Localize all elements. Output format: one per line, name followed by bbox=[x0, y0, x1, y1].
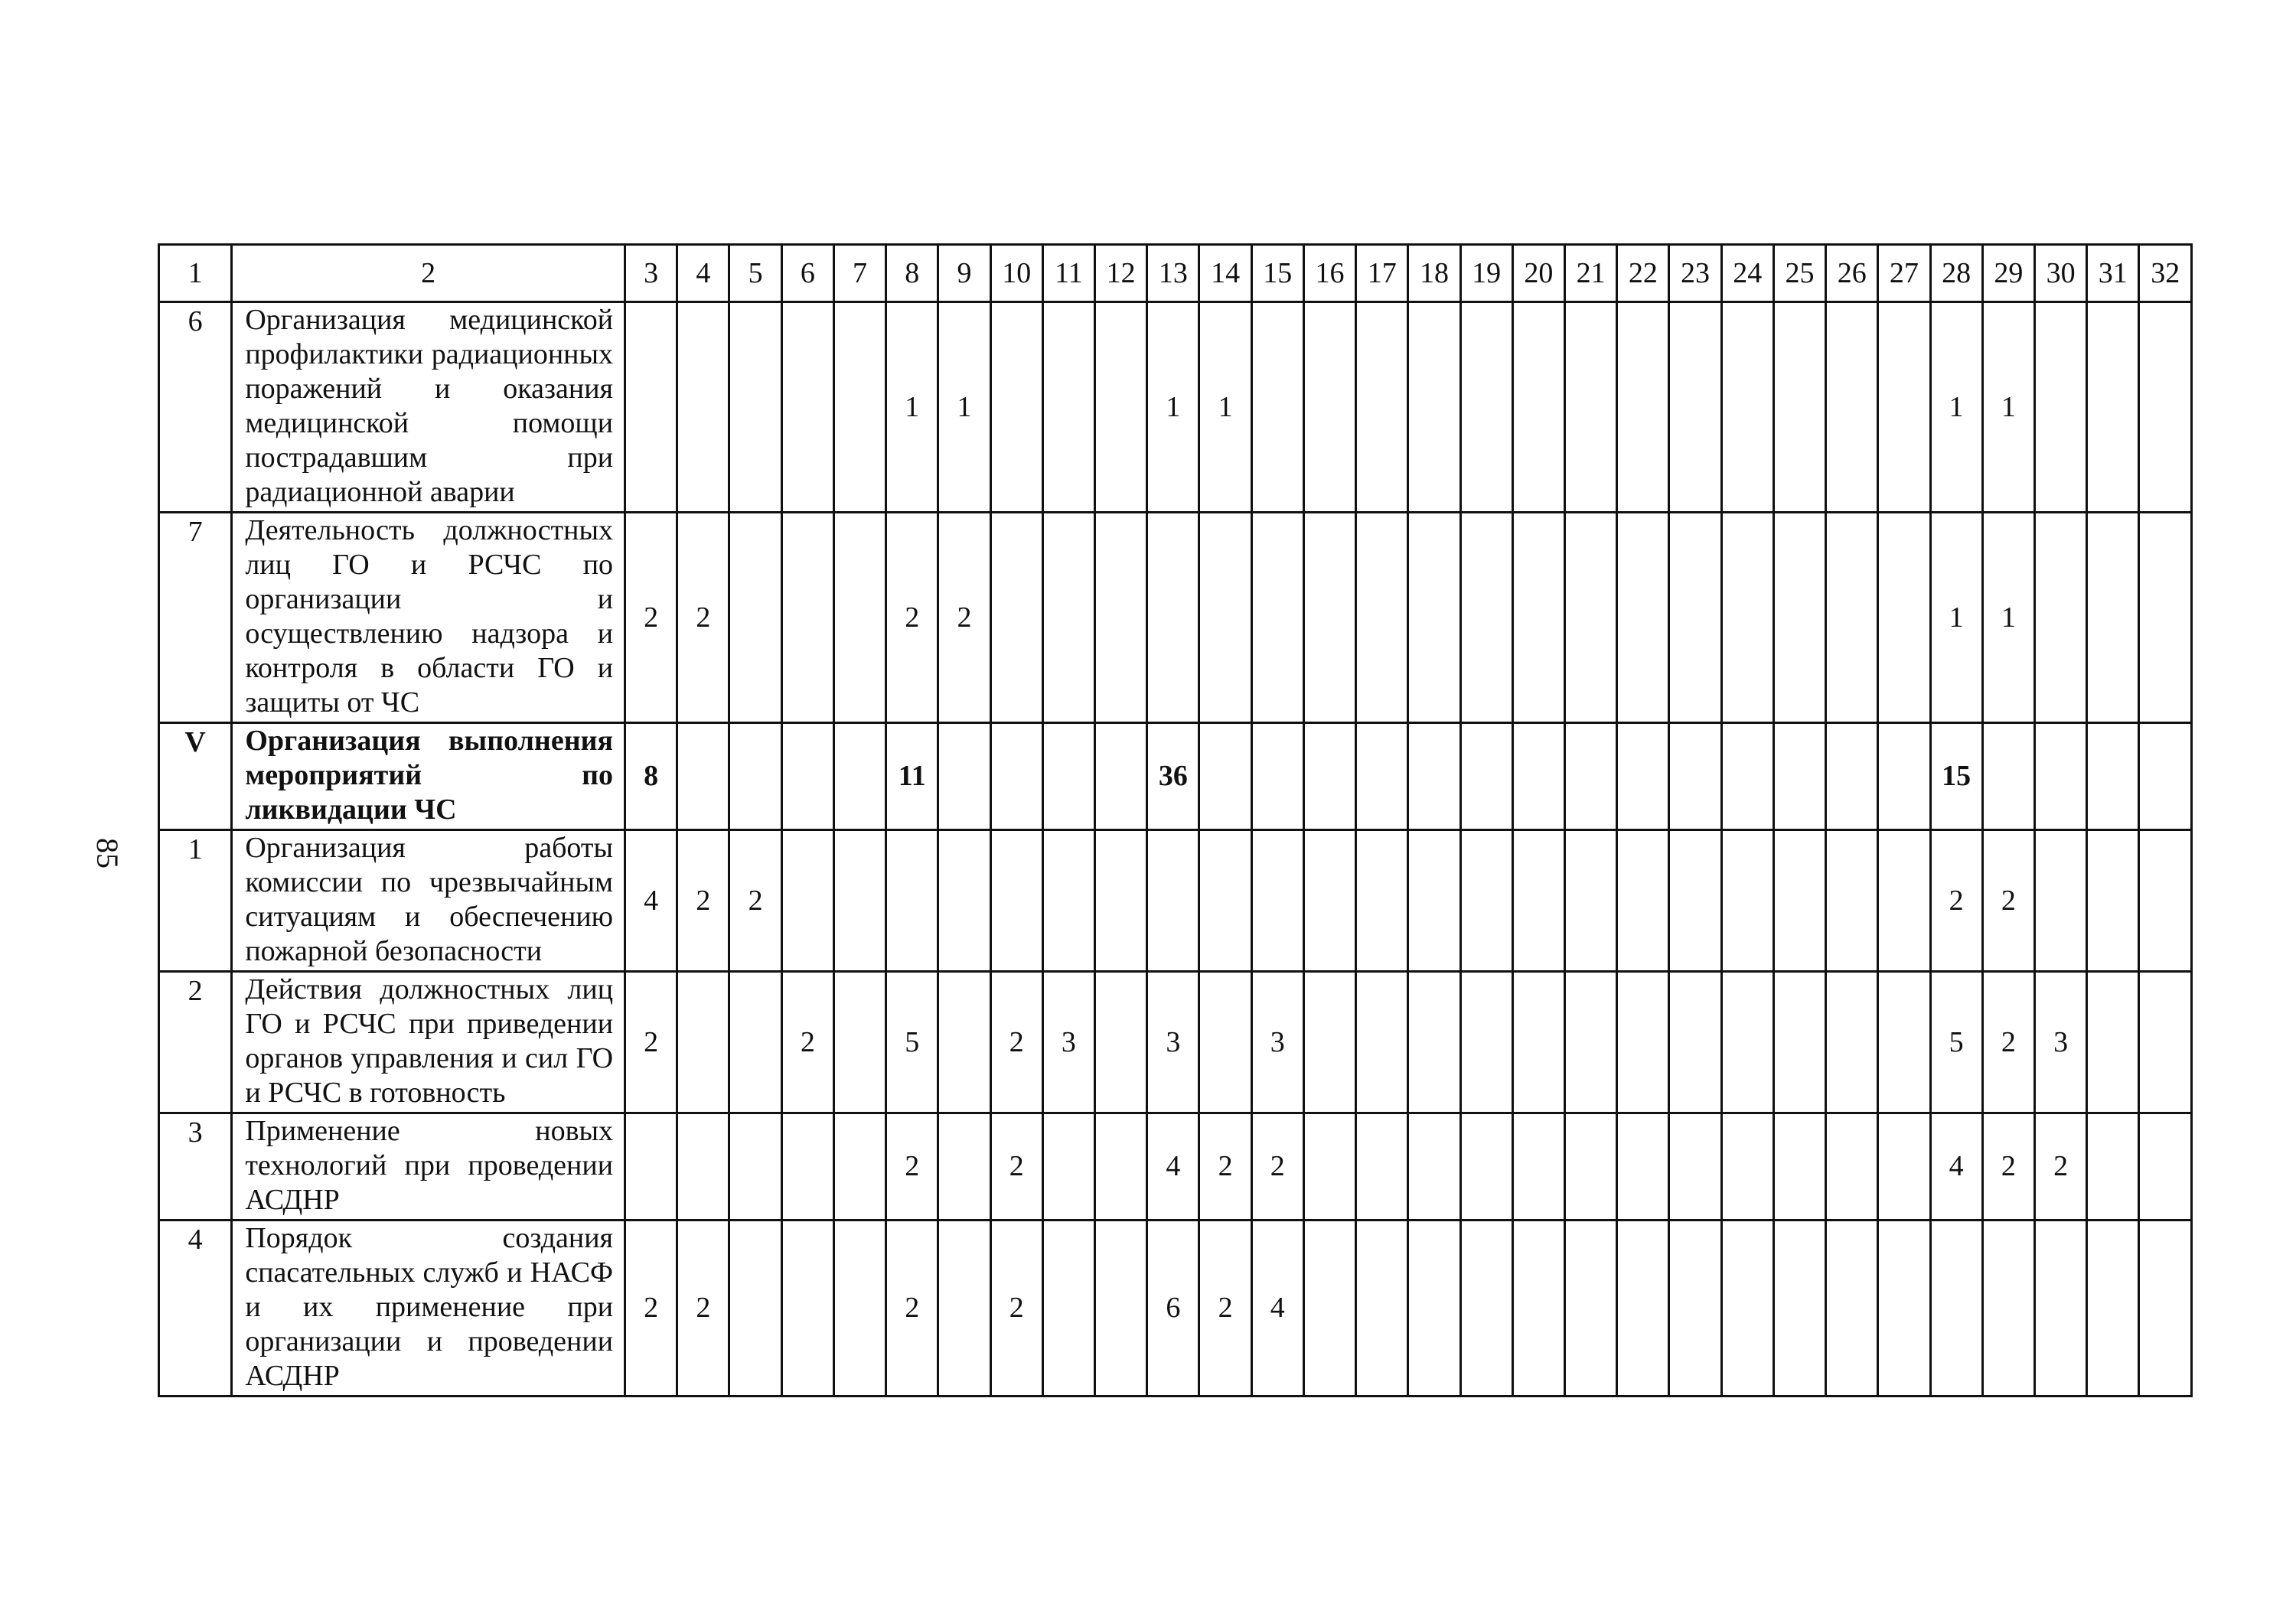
header-cell: 18 bbox=[1408, 245, 1460, 302]
header-cell: 15 bbox=[1251, 245, 1303, 302]
hours-cell bbox=[1512, 302, 1564, 513]
hours-cell: 5 bbox=[886, 972, 938, 1113]
hours-cell bbox=[1826, 830, 1878, 972]
hours-cell bbox=[2034, 830, 2086, 972]
hours-cell bbox=[833, 1113, 885, 1221]
header-cell: 19 bbox=[1460, 245, 1512, 302]
hours-cell bbox=[1721, 972, 1773, 1113]
hours-cell bbox=[1095, 830, 1147, 972]
hours-cell: 2 bbox=[990, 1113, 1042, 1221]
hours-cell: 2 bbox=[625, 513, 677, 723]
header-row bbox=[159, 245, 2192, 302]
hours-cell: 3 bbox=[1251, 972, 1303, 1113]
table-row bbox=[159, 302, 2192, 513]
hours-cell bbox=[833, 830, 885, 972]
hours-cell bbox=[1095, 723, 1147, 830]
hours-cell: 1 bbox=[1982, 513, 2034, 723]
hours-cell bbox=[1356, 1113, 1408, 1221]
hours-cell bbox=[1042, 723, 1094, 830]
hours-cell bbox=[1251, 513, 1303, 723]
hours-cell bbox=[1878, 1221, 1930, 1396]
hours-cell bbox=[625, 1113, 677, 1221]
hours-cell bbox=[1773, 1113, 1825, 1221]
hours-cell: 1 bbox=[938, 302, 990, 513]
hours-cell bbox=[1356, 723, 1408, 830]
header-cell: 7 bbox=[833, 245, 885, 302]
hours-cell bbox=[1982, 723, 2034, 830]
hours-cell bbox=[1356, 830, 1408, 972]
header-cell: 25 bbox=[1773, 245, 1825, 302]
hours-cell bbox=[1408, 830, 1460, 972]
hours-cell bbox=[781, 830, 833, 972]
hours-cell bbox=[625, 302, 677, 513]
hours-cell bbox=[1826, 972, 1878, 1113]
hours-cell bbox=[1147, 830, 1199, 972]
hours-cell bbox=[1669, 972, 1721, 1113]
hours-cell bbox=[2139, 1113, 2192, 1221]
hours-cell bbox=[1669, 1113, 1721, 1221]
hours-cell bbox=[1303, 972, 1355, 1113]
hours-cell: 3 bbox=[1042, 972, 1094, 1113]
hours-cell bbox=[1773, 302, 1825, 513]
hours-cell bbox=[781, 723, 833, 830]
hours-cell: 1 bbox=[1930, 302, 1982, 513]
hours-cell bbox=[1617, 972, 1669, 1113]
hours-cell: 11 bbox=[886, 723, 938, 830]
table-row bbox=[159, 830, 2192, 972]
hours-cell bbox=[1826, 1113, 1878, 1221]
hours-cell bbox=[1721, 302, 1773, 513]
hours-cell bbox=[1095, 1221, 1147, 1396]
hours-cell bbox=[1878, 513, 1930, 723]
hours-cell bbox=[677, 1113, 729, 1221]
hours-cell bbox=[1408, 1221, 1460, 1396]
row-number: 4 bbox=[159, 1221, 232, 1396]
hours-cell bbox=[729, 972, 781, 1113]
hours-cell: 4 bbox=[1147, 1113, 1199, 1221]
hours-cell: 2 bbox=[781, 972, 833, 1113]
hours-cell bbox=[1721, 723, 1773, 830]
hours-cell bbox=[1408, 513, 1460, 723]
hours-cell bbox=[2087, 1221, 2139, 1396]
hours-cell: 2 bbox=[1199, 1113, 1251, 1221]
hours-cell bbox=[677, 302, 729, 513]
hours-cell bbox=[1460, 1113, 1512, 1221]
hours-cell bbox=[2139, 723, 2192, 830]
header-cell: 14 bbox=[1199, 245, 1251, 302]
hours-cell bbox=[1408, 723, 1460, 830]
hours-cell bbox=[2087, 513, 2139, 723]
hours-cell: 4 bbox=[1251, 1221, 1303, 1396]
hours-cell bbox=[1147, 513, 1199, 723]
hours-cell bbox=[1930, 1221, 1982, 1396]
table-row bbox=[159, 972, 2192, 1113]
hours-cell: 2 bbox=[1982, 972, 2034, 1113]
hours-cell bbox=[1982, 1221, 2034, 1396]
hours-cell bbox=[990, 830, 1042, 972]
hours-cell bbox=[1251, 302, 1303, 513]
hours-cell bbox=[1251, 723, 1303, 830]
row-description: Порядок создания спасательных служб и НАСФ и их применение при организации и проведении АСДНР bbox=[232, 1221, 625, 1396]
hours-cell: 2 bbox=[1251, 1113, 1303, 1221]
header-cell: 6 bbox=[781, 245, 833, 302]
header-cell: 31 bbox=[2087, 245, 2139, 302]
hours-cell: 2 bbox=[677, 1221, 729, 1396]
hours-cell bbox=[781, 302, 833, 513]
header-cell: 8 bbox=[886, 245, 938, 302]
hours-cell: 4 bbox=[625, 830, 677, 972]
header-cell: 9 bbox=[938, 245, 990, 302]
header-cell: 24 bbox=[1721, 245, 1773, 302]
hours-cell bbox=[2139, 302, 2192, 513]
hours-cell bbox=[1512, 1221, 1564, 1396]
hours-cell bbox=[1669, 513, 1721, 723]
hours-cell bbox=[2087, 302, 2139, 513]
hours-cell bbox=[1669, 302, 1721, 513]
hours-cell bbox=[1042, 830, 1094, 972]
hours-cell bbox=[1042, 302, 1094, 513]
header-cell: 10 bbox=[990, 245, 1042, 302]
hours-cell bbox=[1095, 513, 1147, 723]
hours-cell bbox=[1721, 830, 1773, 972]
header-cell: 16 bbox=[1303, 245, 1355, 302]
table-row bbox=[159, 1113, 2192, 1221]
hours-cell: 2 bbox=[1199, 1221, 1251, 1396]
hours-cell bbox=[1773, 830, 1825, 972]
hours-cell: 2 bbox=[2034, 1113, 2086, 1221]
hours-cell: 1 bbox=[1930, 513, 1982, 723]
hours-cell bbox=[781, 1221, 833, 1396]
hours-cell bbox=[1669, 830, 1721, 972]
hours-cell bbox=[2034, 302, 2086, 513]
hours-cell bbox=[729, 302, 781, 513]
hours-cell bbox=[1826, 513, 1878, 723]
hours-cell bbox=[938, 1221, 990, 1396]
hours-cell bbox=[1512, 972, 1564, 1113]
hours-cell bbox=[1773, 972, 1825, 1113]
hours-cell bbox=[1669, 723, 1721, 830]
hours-cell bbox=[1303, 830, 1355, 972]
hours-cell bbox=[1617, 1113, 1669, 1221]
hours-cell: 8 bbox=[625, 723, 677, 830]
hours-cell bbox=[2034, 1221, 2086, 1396]
row-description: Применение новых технологий при проведении АСДНР bbox=[232, 1113, 625, 1221]
hours-cell bbox=[1303, 1113, 1355, 1221]
header-cell: 32 bbox=[2139, 245, 2192, 302]
row-number: 7 bbox=[159, 513, 232, 723]
hours-cell bbox=[1773, 513, 1825, 723]
header-cell: 21 bbox=[1564, 245, 1616, 302]
header-cell: 26 bbox=[1826, 245, 1878, 302]
header-cell: 2 bbox=[232, 245, 625, 302]
hours-cell bbox=[1773, 723, 1825, 830]
hours-cell bbox=[729, 513, 781, 723]
hours-cell bbox=[1095, 302, 1147, 513]
hours-cell bbox=[1617, 302, 1669, 513]
header-cell: 30 bbox=[2034, 245, 2086, 302]
hours-cell bbox=[677, 723, 729, 830]
hours-cell bbox=[729, 1221, 781, 1396]
header-cell: 27 bbox=[1878, 245, 1930, 302]
hours-cell: 2 bbox=[990, 1221, 1042, 1396]
hours-cell: 2 bbox=[1930, 830, 1982, 972]
hours-cell: 2 bbox=[625, 1221, 677, 1396]
hours-cell bbox=[1408, 302, 1460, 513]
header-cell: 3 bbox=[625, 245, 677, 302]
hours-cell bbox=[1564, 723, 1616, 830]
hours-cell bbox=[833, 513, 885, 723]
hours-cell: 6 bbox=[1147, 1221, 1199, 1396]
hours-cell bbox=[1303, 513, 1355, 723]
hours-cell bbox=[1669, 1221, 1721, 1396]
hours-cell: 2 bbox=[1982, 830, 2034, 972]
hours-cell bbox=[1042, 1221, 1094, 1396]
hours-cell bbox=[1356, 513, 1408, 723]
hours-cell bbox=[1356, 302, 1408, 513]
hours-cell bbox=[1095, 972, 1147, 1113]
header-cell: 11 bbox=[1042, 245, 1094, 302]
header-cell: 17 bbox=[1356, 245, 1408, 302]
hours-cell bbox=[938, 972, 990, 1113]
hours-cell: 3 bbox=[2034, 972, 2086, 1113]
hours-cell: 2 bbox=[625, 972, 677, 1113]
hours-cell bbox=[1878, 302, 1930, 513]
hours-cell: 2 bbox=[677, 830, 729, 972]
page-number: 85 bbox=[90, 838, 125, 869]
hours-cell bbox=[1460, 1221, 1512, 1396]
hours-cell bbox=[2034, 723, 2086, 830]
hours-cell: 2 bbox=[1982, 1113, 2034, 1221]
row-number: 3 bbox=[159, 1113, 232, 1221]
hours-cell bbox=[1826, 1221, 1878, 1396]
hours-cell bbox=[833, 723, 885, 830]
hours-cell bbox=[938, 723, 990, 830]
hours-cell bbox=[1878, 1113, 1930, 1221]
hours-cell bbox=[1617, 513, 1669, 723]
hours-cell bbox=[2139, 830, 2192, 972]
hours-cell bbox=[1199, 723, 1251, 830]
hours-cell bbox=[1408, 972, 1460, 1113]
header-cell: 13 bbox=[1147, 245, 1199, 302]
row-number: 2 bbox=[159, 972, 232, 1113]
hours-cell bbox=[833, 302, 885, 513]
row-description: Деятельность должностных лиц ГО и РСЧС по организации и осуществлению надзора и контроля в области ГО и защиты от ЧС bbox=[232, 513, 625, 723]
hours-cell bbox=[1042, 1113, 1094, 1221]
hours-cell bbox=[1617, 1221, 1669, 1396]
hours-cell bbox=[1564, 1221, 1616, 1396]
hours-cell: 3 bbox=[1147, 972, 1199, 1113]
hours-cell bbox=[2139, 513, 2192, 723]
hours-cell bbox=[938, 1113, 990, 1221]
hours-cell bbox=[1042, 513, 1094, 723]
header-cell: 28 bbox=[1930, 245, 1982, 302]
hours-cell bbox=[1356, 1221, 1408, 1396]
hours-cell bbox=[1564, 513, 1616, 723]
hours-cell bbox=[1095, 1113, 1147, 1221]
header-cell: 5 bbox=[729, 245, 781, 302]
hours-cell bbox=[1878, 723, 1930, 830]
hours-cell bbox=[2087, 723, 2139, 830]
hours-cell bbox=[1617, 723, 1669, 830]
hours-cell: 36 bbox=[1147, 723, 1199, 830]
row-description: Действия должностных лиц ГО и РСЧС при приведении органов управления и сил ГО и РСЧС в готовность bbox=[232, 972, 625, 1113]
hours-cell bbox=[1878, 972, 1930, 1113]
header-cell: 1 bbox=[159, 245, 232, 302]
row-description: Организация работы комиссии по чрезвычайным ситуациям и обеспечению пожарной безопасности bbox=[232, 830, 625, 972]
hours-cell: 5 bbox=[1930, 972, 1982, 1113]
hours-cell bbox=[1303, 723, 1355, 830]
hours-cell: 1 bbox=[1199, 302, 1251, 513]
hours-cell: 2 bbox=[729, 830, 781, 972]
hours-cell bbox=[1303, 1221, 1355, 1396]
hours-cell bbox=[1199, 972, 1251, 1113]
hours-cell: 1 bbox=[886, 302, 938, 513]
row-number: V bbox=[159, 723, 232, 830]
row-number: 1 bbox=[159, 830, 232, 972]
hours-cell bbox=[2087, 1113, 2139, 1221]
hours-cell bbox=[1303, 302, 1355, 513]
schedule-table bbox=[158, 243, 2193, 1397]
table-row bbox=[159, 513, 2192, 723]
hours-cell bbox=[729, 723, 781, 830]
hours-cell bbox=[2139, 972, 2192, 1113]
hours-cell bbox=[1512, 513, 1564, 723]
hours-cell bbox=[1460, 972, 1512, 1113]
hours-cell: 2 bbox=[990, 972, 1042, 1113]
hours-cell bbox=[990, 723, 1042, 830]
hours-cell bbox=[1826, 302, 1878, 513]
hours-cell: 1 bbox=[1147, 302, 1199, 513]
hours-cell bbox=[990, 513, 1042, 723]
hours-cell bbox=[1199, 513, 1251, 723]
hours-cell bbox=[833, 972, 885, 1113]
hours-cell bbox=[1564, 830, 1616, 972]
table-row bbox=[159, 723, 2192, 830]
hours-cell bbox=[2087, 972, 2139, 1113]
hours-cell bbox=[781, 513, 833, 723]
hours-cell bbox=[1617, 830, 1669, 972]
hours-cell bbox=[677, 972, 729, 1113]
hours-cell bbox=[938, 830, 990, 972]
hours-cell: 4 bbox=[1930, 1113, 1982, 1221]
hours-cell bbox=[1564, 302, 1616, 513]
hours-cell bbox=[2087, 830, 2139, 972]
hours-cell bbox=[1460, 302, 1512, 513]
hours-cell: 2 bbox=[677, 513, 729, 723]
hours-cell bbox=[1460, 723, 1512, 830]
hours-cell bbox=[1773, 1221, 1825, 1396]
hours-cell bbox=[1460, 513, 1512, 723]
hours-cell bbox=[833, 1221, 885, 1396]
row-number: 6 bbox=[159, 302, 232, 513]
hours-cell: 2 bbox=[938, 513, 990, 723]
hours-cell bbox=[729, 1113, 781, 1221]
header-cell: 20 bbox=[1512, 245, 1564, 302]
hours-cell bbox=[990, 302, 1042, 513]
row-description: Организация медицинской профилактики радиационных поражений и оказания медицинской помощи пострадавшим при радиационной аварии bbox=[232, 302, 625, 513]
hours-cell bbox=[1721, 1113, 1773, 1221]
hours-cell bbox=[1356, 972, 1408, 1113]
header-cell: 23 bbox=[1669, 245, 1721, 302]
hours-cell: 2 bbox=[886, 513, 938, 723]
table-row bbox=[159, 1221, 2192, 1396]
hours-cell bbox=[1512, 723, 1564, 830]
hours-cell: 2 bbox=[886, 1221, 938, 1396]
hours-cell bbox=[1564, 1113, 1616, 1221]
hours-cell bbox=[1512, 1113, 1564, 1221]
hours-cell bbox=[886, 830, 938, 972]
hours-cell bbox=[1564, 972, 1616, 1113]
hours-cell bbox=[1721, 513, 1773, 723]
hours-cell bbox=[1878, 830, 1930, 972]
hours-cell bbox=[2034, 513, 2086, 723]
hours-cell bbox=[1826, 723, 1878, 830]
hours-cell: 2 bbox=[886, 1113, 938, 1221]
header-cell: 22 bbox=[1617, 245, 1669, 302]
header-cell: 4 bbox=[677, 245, 729, 302]
header-cell: 29 bbox=[1982, 245, 2034, 302]
hours-cell bbox=[1199, 830, 1251, 972]
row-description: Организация выполнения мероприятий по ликвидации ЧС bbox=[232, 723, 625, 830]
hours-cell bbox=[1721, 1221, 1773, 1396]
header-cell: 12 bbox=[1095, 245, 1147, 302]
hours-cell: 1 bbox=[1982, 302, 2034, 513]
hours-cell bbox=[781, 1113, 833, 1221]
hours-cell bbox=[1512, 830, 1564, 972]
hours-cell bbox=[2139, 1221, 2192, 1396]
hours-cell: 15 bbox=[1930, 723, 1982, 830]
hours-cell bbox=[1408, 1113, 1460, 1221]
hours-cell bbox=[1251, 830, 1303, 972]
hours-cell bbox=[1460, 830, 1512, 972]
